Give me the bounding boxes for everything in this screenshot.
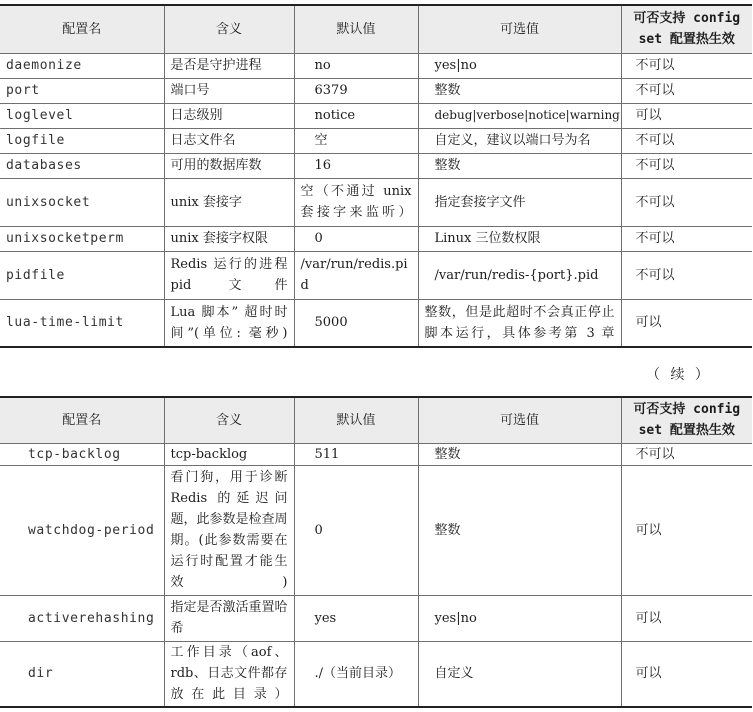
cell-default: ./（当前目录） (294, 641, 418, 707)
cell-meaning: tcp-backlog (164, 443, 294, 465)
cell-hot-reload: 可以 (621, 641, 752, 707)
cell-options: 整数，但是此超时不会真正停止脚本运行，具体参考第 3 章 (418, 299, 621, 347)
continued-label: （ 续 ） (646, 367, 712, 383)
cell-meaning: Lua 脚本” 超时时间”(单位: 毫秒) (164, 299, 294, 347)
cell-default: yes (294, 595, 418, 641)
cell-config-name: tcp-backlog (0, 443, 164, 465)
cell-default: 511 (294, 443, 418, 465)
cell-options: 自定义 (418, 641, 621, 707)
cell-config-name: databases (0, 153, 164, 178)
cell-config-name: loglevel (0, 103, 164, 128)
cell-default: 0 (294, 465, 418, 595)
cell-default: 6379 (294, 78, 418, 103)
header-default: 默认值 (294, 5, 418, 53)
header-hot-reload (621, 5, 752, 53)
cell-meaning: Redis 运行的进程 pid 文件 (164, 251, 294, 299)
config-table-part2 (0, 396, 752, 708)
cell-options: 指定套接字文件 (418, 178, 621, 226)
cell-default: 5000 (294, 299, 418, 347)
cell-meaning: 可用的数据库数 (164, 153, 294, 178)
cell-hot-reload: 不可以 (621, 128, 752, 153)
cell-options: yes|no (418, 595, 621, 641)
cell-meaning: 是否是守护进程 (164, 53, 294, 78)
cell-options: 整数 (418, 78, 621, 103)
cell-options: debug|verbose|notice|warning (418, 103, 621, 128)
cell-hot-reload: 可以 (621, 595, 752, 641)
header-config-name: 配置名 (0, 397, 164, 443)
cell-options: yes|no (418, 53, 621, 78)
cell-default: /var/run/redis.pid (294, 251, 418, 299)
cell-default: notice (294, 103, 418, 128)
cell-default: 空 (294, 128, 418, 153)
table-row (0, 78, 752, 103)
table-header-row (0, 397, 752, 443)
header-options: 可选值 (418, 5, 621, 53)
table-row (0, 53, 752, 78)
header-hot-reload-line2: set 配置热生效 (638, 423, 735, 439)
header-hot-reload-line2: set 配置热生效 (638, 32, 735, 48)
cell-hot-reload: 可以 (621, 103, 752, 128)
table-row (0, 103, 752, 128)
cell-default: no (294, 53, 418, 78)
table-row (0, 178, 752, 226)
header-meaning: 含义 (164, 397, 294, 443)
cell-config-name: activerehashing (0, 595, 164, 641)
cell-config-name: pidfile (0, 251, 164, 299)
header-meaning: 含义 (164, 5, 294, 53)
table-row (0, 443, 752, 465)
cell-config-name: watchdog-period (0, 465, 164, 595)
cell-meaning: 端口号 (164, 78, 294, 103)
cell-default: 空（不通过 unix 套接字来监听） (294, 178, 418, 226)
cell-hot-reload: 不可以 (621, 443, 752, 465)
cell-hot-reload: 可以 (621, 465, 752, 595)
cell-meaning: 日志文件名 (164, 128, 294, 153)
cell-hot-reload: 不可以 (621, 78, 752, 103)
cell-meaning: unix 套接字权限 (164, 226, 294, 251)
header-options: 可选值 (418, 397, 621, 443)
config-table-part1 (0, 4, 752, 348)
cell-options: 整数 (418, 153, 621, 178)
cell-config-name: lua-time-limit (0, 299, 164, 347)
cell-hot-reload: 不可以 (621, 153, 752, 178)
table-row (0, 128, 752, 153)
cell-meaning: 看门狗，用于诊断 Redis 的延迟问题，此参数是检查周期。(此参数需要在运行时配置才能生效) (164, 465, 294, 595)
cell-options: Linux 三位数权限 (418, 226, 621, 251)
cell-default: 0 (294, 226, 418, 251)
header-default: 默认值 (294, 397, 418, 443)
cell-config-name: logfile (0, 128, 164, 153)
cell-config-name: daemonize (0, 53, 164, 78)
table-row (0, 251, 752, 299)
table-header-row (0, 5, 752, 53)
table-row (0, 595, 752, 641)
cell-options: 自定义，建议以端口号为名 (418, 128, 621, 153)
cell-options: 整数 (418, 465, 621, 595)
cell-hot-reload: 可以 (621, 299, 752, 347)
cell-config-name: unixsocketperm (0, 226, 164, 251)
cell-hot-reload: 不可以 (621, 178, 752, 226)
header-hot-reload-line1: 可否支持 config (633, 11, 741, 27)
table-row (0, 226, 752, 251)
header-hot-reload-line1: 可否支持 config (633, 402, 741, 418)
cell-config-name: dir (0, 641, 164, 707)
table-row (0, 465, 752, 595)
table-row (0, 153, 752, 178)
cell-meaning: unix 套接字 (164, 178, 294, 226)
cell-hot-reload: 不可以 (621, 53, 752, 78)
cell-default: 16 (294, 153, 418, 178)
table-row (0, 641, 752, 707)
cell-options: 整数 (418, 443, 621, 465)
cell-hot-reload: 不可以 (621, 251, 752, 299)
cell-config-name: unixsocket (0, 178, 164, 226)
cell-meaning: 日志级别 (164, 103, 294, 128)
cell-options: /var/run/redis-{port}.pid (418, 251, 621, 299)
table-row (0, 299, 752, 347)
cell-config-name: port (0, 78, 164, 103)
cell-meaning: 指定是否激活重置哈希 (164, 595, 294, 641)
cell-meaning: 工作目录（aof、rdb、日志文件都存放在此目录） (164, 641, 294, 707)
header-config-name: 配置名 (0, 5, 164, 53)
cell-hot-reload: 不可以 (621, 226, 752, 251)
header-hot-reload (621, 397, 752, 443)
